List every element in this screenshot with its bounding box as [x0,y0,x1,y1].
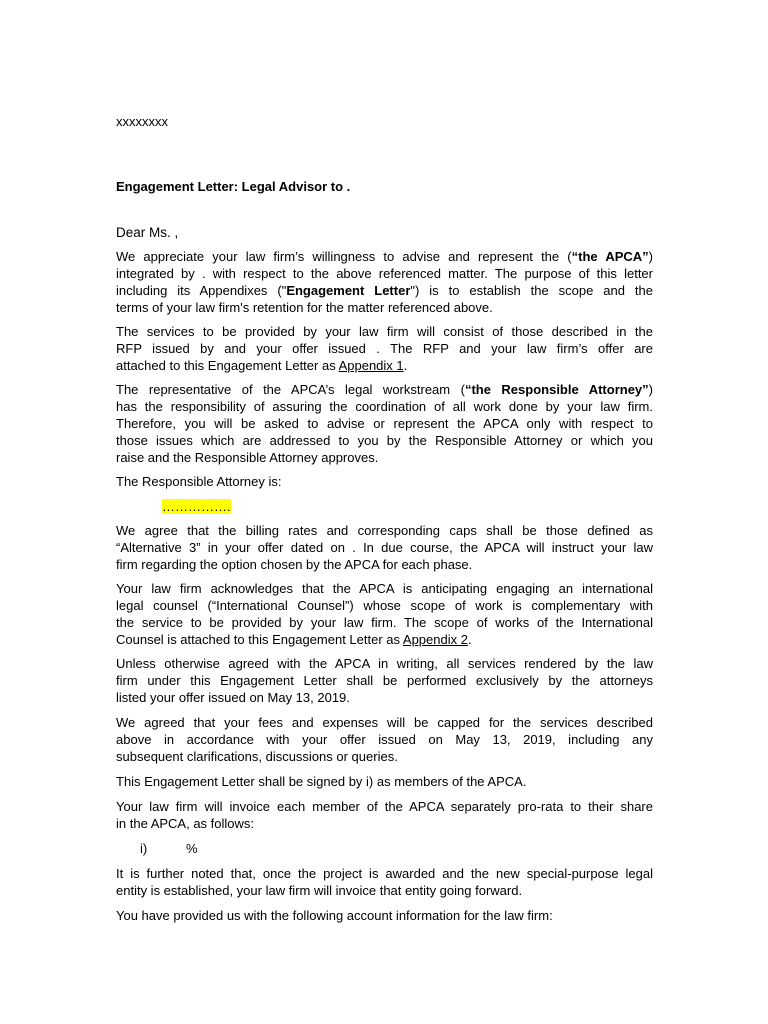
paragraph-line: The representative of the APCA’s legal workstream (“the Responsible Attorney”) [116,382,654,397]
paragraph-responsible-attorney [116,381,653,466]
paragraph-line: The services to be provided by your law firm will consist of those described in the [116,324,653,339]
paragraph-line: RFP issued by and your offer issued . The RFP and your law firm’s offer are [116,341,653,356]
paragraph-account-info: You have provided us with the following account information for the law firm: [116,908,553,923]
paragraph-invoicing [116,798,653,832]
paragraph-billing-rates [116,522,653,573]
paragraph-line: listed your offer issued on May 13, 2019. [116,690,350,705]
paragraph-line: “Alternative 3” in your offer dated on . In due course, the APCA will instruct your law [116,540,653,555]
paragraph-line: firm under this Engagement Letter shall be performed exclusively by the attorneys [116,673,653,688]
paragraph-line: Your law firm acknowledges that the APCA is anticipating engaging an international [116,581,653,596]
paragraph-fees-capped [116,714,653,765]
paragraph-line: in the APCA, as follows: [116,816,255,831]
paragraph-services [116,323,653,374]
paragraph-line: subsequent clarifications, discussions or queries. [116,749,398,764]
paragraph-line: integrated by . with respect to the above referenced matter. The purpose of this letter [116,266,653,281]
paragraph-services-rendered [116,655,653,706]
paragraph-spv-invoicing [116,865,653,899]
paragraph-line: raise and the Responsible Attorney approves. [116,450,379,465]
reference-number: xxxxxxxx [116,114,168,129]
paragraph-line: Unless otherwise agreed with the APCA in writing, all services rendered by the law [116,656,653,671]
responsible-attorney-term: “the Responsible Attorney” [464,382,649,397]
paragraph-line: Your law firm will invoice each member of the APCA separately pro-rata to their share [116,799,653,814]
paragraph-line: It is further noted that, once the project is awarded and the new special-purpose legal [116,866,653,881]
paragraph-international-counsel [116,580,653,648]
responsible-attorney-field [162,498,231,515]
paragraph-line: terms of your law firm's retention for the matter referenced above. [116,300,493,315]
appendix-2-link[interactable]: Appendix 2 [402,632,468,647]
subject-line: Engagement Letter: Legal Advisor to . [116,179,351,194]
paragraph-line: those issues which are addressed to you by the Responsible Attorney or which you [116,433,653,448]
appendix-1-link[interactable]: Appendix 1 [338,358,404,373]
highlighted-placeholder: ……………. [162,499,231,514]
engagement-letter-term: Engagement Letter [286,283,411,298]
responsible-attorney-label: The Responsible Attorney is: [116,474,282,489]
paragraph-line: has the responsibility of assuring the coordination of all work done by your law firm. [116,399,653,414]
salutation: Dear Ms. , [116,225,179,240]
paragraph-line: above in accordance with your offer issued on May 13, 2019, including any [116,732,653,747]
paragraph-line: entity is established, your law firm will invoice that entity going forward. [116,883,523,898]
paragraph-line: attached to this Engagement Letter as Appendix 1. [116,358,408,373]
list-marker: i) [140,841,148,856]
paragraph-line: firm regarding the option chosen by the APCA for each phase. [116,557,473,572]
paragraph-line: Therefore, you will be asked to advise or represent the APCA only with respect to [116,416,653,431]
paragraph-line: We agreed that your fees and expenses will be capped for the services described [116,715,653,730]
paragraph-line: We appreciate your law firm’s willingness to advise and represent the (“the APCA”) [116,249,653,264]
share-percentage: % [186,841,198,856]
paragraph-signing: This Engagement Letter shall be signed by i) as members of the APCA. [116,774,527,789]
paragraph-line: legal counsel (“International Counsel”) whose scope of work is complementary with [116,598,653,613]
paragraph-intro [116,248,653,316]
paragraph-line: including its Appendixes ("Engagement Letter") is to establish the scope and the [116,283,653,298]
apca-term: “the APCA” [571,249,649,264]
paragraph-line: the service to be provided by your law firm. The scope of works of the International [116,615,653,630]
paragraph-line: We agree that the billing rates and corresponding caps shall be those defined as [116,523,653,538]
paragraph-line: Counsel is attached to this Engagement Letter as Appendix 2. [116,632,472,647]
